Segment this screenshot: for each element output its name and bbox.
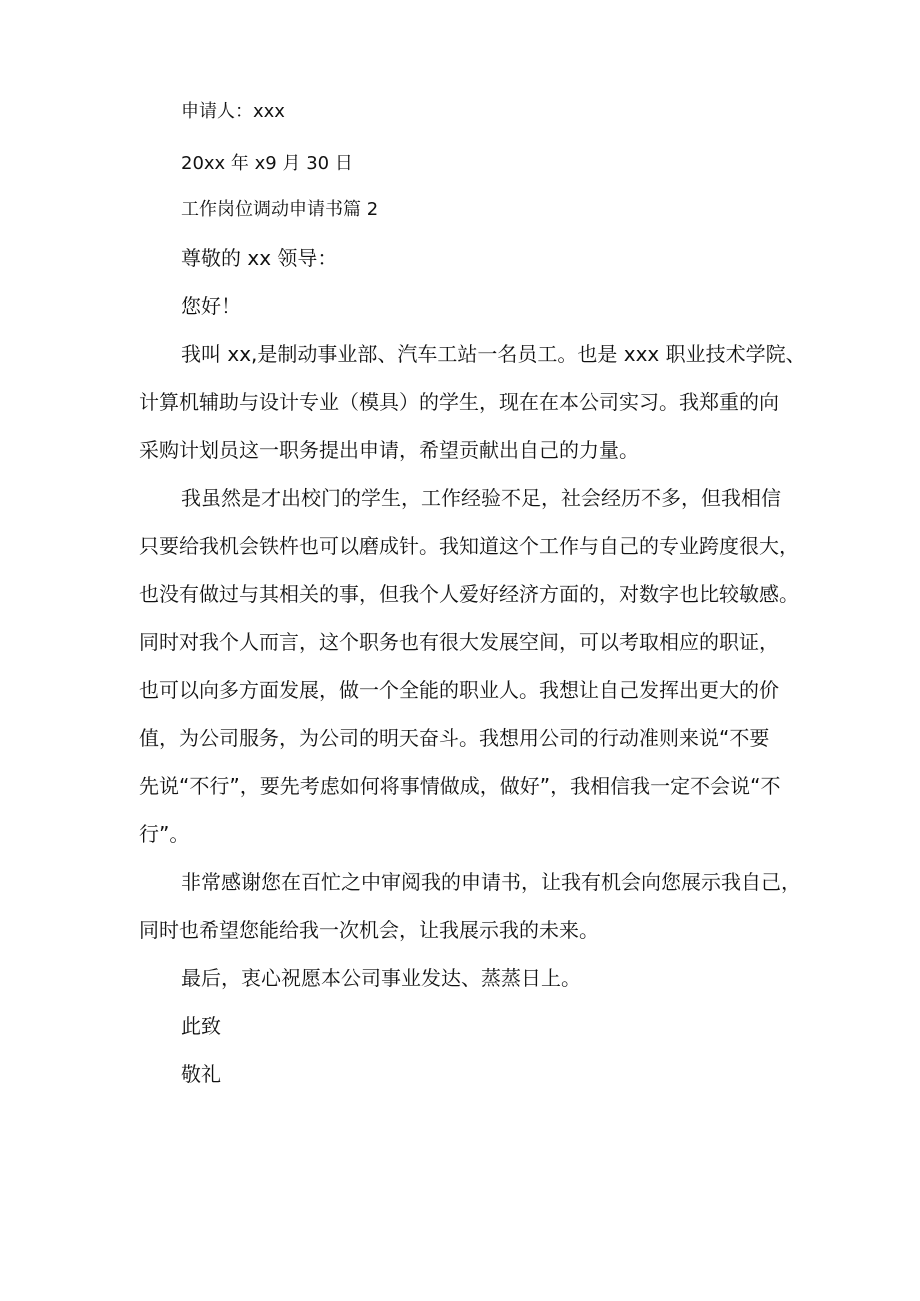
paragraph-line: 行”。	[139, 822, 190, 846]
document-title: 工作岗位调动申请书篇 2	[181, 199, 379, 220]
greeting: 您好！	[181, 294, 241, 318]
applicant-line: 申请人：xxx	[181, 101, 285, 122]
paragraph-line: 只要给我机会铁杵也可以磨成针。我知道这个工作与自己的专业跨度很大，	[139, 534, 799, 558]
closing-wish: 最后，衷心祝愿本公司事业发达、蒸蒸日上。	[181, 966, 581, 990]
paragraph-line: 同时对我个人而言，这个职务也有很大发展空间，可以考取相应的职证，	[139, 630, 779, 654]
paragraph-line: 也没有做过与其相关的事，但我个人爱好经济方面的，对数字也比较敏感。	[139, 582, 799, 606]
closing-line-2: 敬礼	[181, 1062, 221, 1086]
paragraph-line: 值，为公司服务，为公司的明天奋斗。我想用公司的行动准则来说“不要	[139, 726, 770, 750]
paragraph-line: 同时也希望您能给我一次机会，让我展示我的未来。	[139, 918, 599, 942]
paragraph-line: 采购计划员这一职务提出申请，希望贡献出自己的力量。	[139, 438, 639, 462]
closing-line-1: 此致	[181, 1014, 221, 1038]
paragraph-line: 我虽然是才出校门的学生，工作经验不足，社会经历不多，但我相信	[181, 486, 781, 510]
date-line: 20xx 年 x9 月 30 日	[181, 153, 353, 174]
paragraph-line: 非常感谢您在百忙之中审阅我的申请书，让我有机会向您展示我自己，	[181, 870, 801, 894]
paragraph-line: 也可以向多方面发展，做一个全能的职业人。我想让自己发挥出更大的价	[139, 678, 779, 702]
paragraph-line: 计算机辅助与设计专业（模具）的学生，现在在本公司实习。我郑重的向	[139, 390, 779, 414]
paragraph-line: 我叫 xx,是制动事业部、汽车工站一名员工。也是 xxx 职业技术学院、	[181, 342, 806, 366]
paragraph-line: 先说“不行”，要先考虑如何将事情做成，做好”，我相信我一定不会说“不	[139, 774, 781, 798]
salutation: 尊敬的 xx 领导：	[181, 246, 338, 270]
